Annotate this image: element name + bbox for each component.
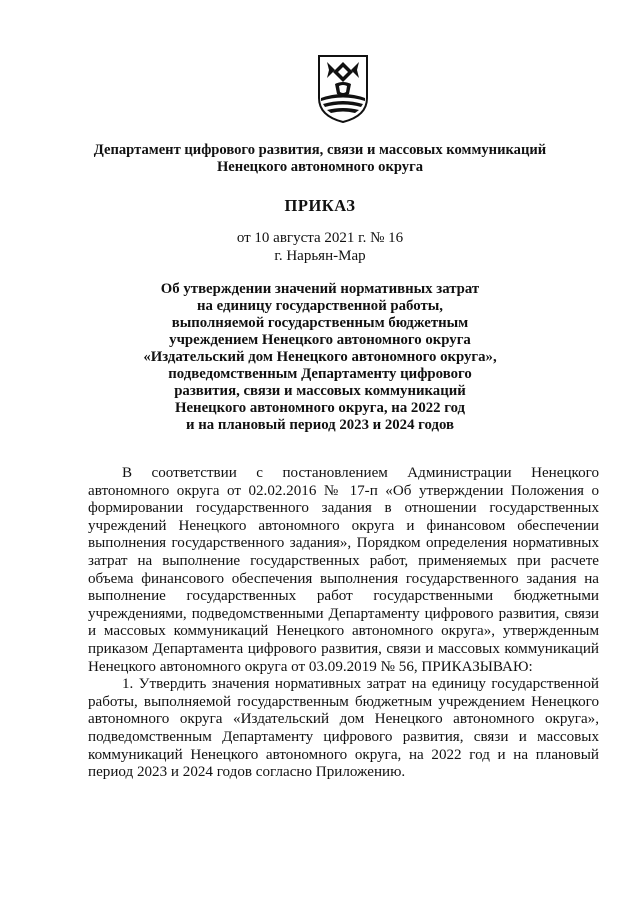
department-line-1: Департамент цифрового развития, связи и массовых коммуникаций — [93, 142, 547, 158]
date-and-place — [0, 229, 640, 265]
document-title: ПРИКАЗ — [284, 196, 356, 215]
subject-line: выполняемой государственным бюджетным — [171, 315, 469, 331]
department-name — [0, 142, 640, 176]
subject-line: Ненецкого автономного округа, на 2022 год — [174, 400, 466, 416]
order-subject — [0, 281, 640, 434]
subject-line: на единицу государственной работы, — [196, 298, 443, 314]
date-number: от 10 августа 2021 г. № 16 — [236, 230, 404, 246]
item-1-paragraph: 1. Утвердить значения нормативных затрат на единицу государственной работы, выполняемой государственным бюджетным учреждением Ненецкого автономного округа «Издательский дом Ненецкого автономного округа», подведомственным Департаменту цифрового развития, связи и массовых коммуникаций Ненецкого автономного округа, на 2022 год и на плановый период 2023 и 2024 годов согласно Приложению. — [88, 676, 599, 781]
nenets-okrug-coat-of-arms-icon — [317, 54, 369, 124]
subject-line: Об утверждении значений нормативных затрат — [160, 281, 480, 297]
order-body — [88, 465, 599, 782]
subject-line: развития, связи и массовых коммуникаций — [174, 383, 466, 399]
preamble-paragraph: В соответствии с постановлением Администрации Ненецкого автономного округа от 02.02.2016 № 17-п «Об утверждении Положения о формировании государственного задания в отношении государственных учреждений Ненецкого автономного округа и финансовом обеспечении выполнения государственного задания», Порядком определения нормативных затрат на выполнение государственных работ, применяемых при расчете объема финансового обеспечения выполнения государственного задания на выполнение государственных работ государственными бюджетными учреждениями, подведомственными Департаменту цифрового развития, связи и массовых коммуникаций Ненецкого автономного округа», утвержденным приказом Департамента цифрового развития, связи и массовых коммуникаций Ненецкого автономного округа от 03.09.2019 № 56, ПРИКАЗЫВАЮ: — [88, 465, 599, 675]
department-line-2: Ненецкого автономного округа — [216, 159, 424, 175]
subject-line: «Издательский дом Ненецкого автономного округа», — [143, 349, 497, 365]
subject-line: учреждением Ненецкого автономного округа — [169, 332, 471, 348]
city: г. Нарьян-Мар — [274, 248, 366, 264]
subject-line: и на плановый период 2023 и 2024 годов — [185, 417, 455, 433]
subject-line: подведомственным Департаменту цифрового — [168, 366, 472, 382]
